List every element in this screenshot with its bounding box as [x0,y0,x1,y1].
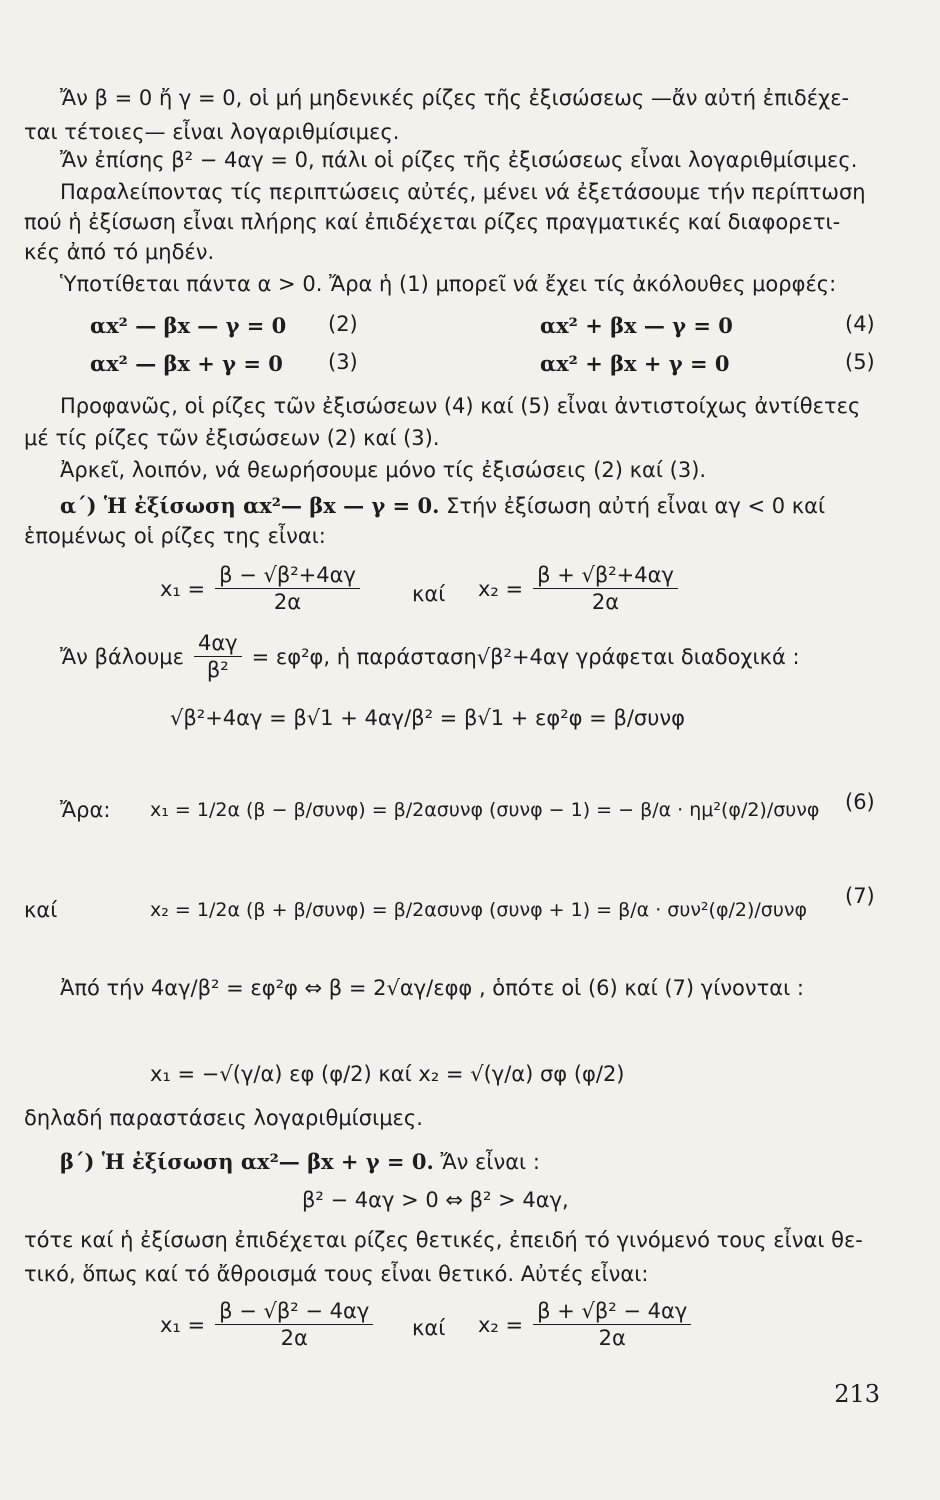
case-b-root1 [160,1298,377,1351]
case-a-from-line: Ἀπό τήν 4αγ/β² = εφ²φ ⇔ β = 2√αγ/εφφ , ὁπότε οἱ (6) καί (7) γίνονται : [60,976,804,1000]
case-a-root2 [478,562,682,615]
case-b-condition: β² − 4αγ > 0 ⇔ β² > 4αγ, [302,1188,569,1212]
case-b-kai: καί [412,1316,446,1340]
intro-line-2: ται τέτοιες— εἶναι λογαριθμίσιμες. [24,120,400,144]
case-b-root2-fraction [533,1298,691,1351]
case-a-put-numerator: 4αγ [194,630,242,657]
case-a-substitution [60,630,800,683]
case-a-root2-denominator: 2α [591,590,620,614]
intro-line-5: πού ἡ ἐξίσωση εἶναι πλήρης καί ἐπιδέχεται ρίζες πραγματικές καί διαφορετι- [24,210,841,234]
form-eq-5: αx² + βx + γ = 0 [540,351,730,376]
case-b-heading: β΄) Ἡ ἐξίσωση αx²— βx + γ = 0. [60,1149,434,1174]
case-a-root1-fraction [215,562,360,615]
case-b-x2-label: x₂ = [478,1312,524,1337]
case-a-chain: √β²+4αγ = β√1 + 4αγ/β² = β√1 + εφ²φ = β/συνφ [170,706,685,730]
case-b-root1-fraction [215,1298,373,1351]
case-b-x1-label: x₁ = [160,1312,206,1337]
case-a-put-fraction [194,630,242,683]
equation-6: x₁ = 1/2α (β − β/συνφ) = β/2ασυνφ (συνφ − 1) = − β/α · ημ²(φ/2)/συνφ [150,799,820,821]
form-eq-2: αx² — βx — γ = 0 [90,313,287,338]
case-a-log-line: δηλαδή παραστάσεις λογαριθμίσιμες. [24,1106,423,1130]
case-b-line-2: τικό, ὅπως καί τό ἄθροισμά τους εἶναι θετικό. Αὐτές εἶναι: [24,1262,649,1286]
form-eq-3: αx² — βx + γ = 0 [90,351,283,376]
form-num-2: (2) [328,312,358,336]
case-a-kai-2: καί [24,898,58,922]
form-num-3: (3) [328,350,358,374]
case-a-root1 [160,562,364,615]
case-a-put-label: Ἄν βάλουμε [60,644,184,669]
case-a-kai: καί [412,582,446,606]
intro-line-7: Ὑποτίθεται πάντα α > 0. Ἄρα ἡ (1) μπορεῖ νά ἔχει τίς ἀκόλουθες μορφές: [60,272,837,296]
intro-line-3: Ἄν ἐπίσης β² − 4αγ = 0, πάλι οἱ ρίζες τῆς ἐξισώσεως εἶναι λογαριθμίσιμες. [60,148,858,172]
intro-line-4: Παραλείποντας τίς περιπτώσεις αὐτές, μένει νά ἐξετάσουμε τήν περίπτωση [60,180,866,204]
case-a-final-roots: x₁ = −√(γ/α) εφ (φ/2) καί x₂ = √(γ/α) σφ (φ/2) [150,1062,625,1086]
case-a-put-rest: = εφ²φ, ἡ παράσταση√β²+4αγ γράφεται διαδοχικά : [251,644,800,669]
equation-7-number: (7) [845,884,875,908]
form-eq-4: αx² + βx — γ = 0 [540,313,733,338]
case-b-root1-denominator: 2α [280,1326,308,1350]
case-a-root2-fraction [533,562,678,615]
case-a-x1-label: x₁ = [160,576,206,601]
case-a-root1-denominator: 2α [273,590,302,614]
intro-line-1: Ἄν β = 0 ἤ γ = 0, οἱ μή μηδενικές ρίζες τῆς ἐξισώσεως —ἄν αὐτή ἐπιδέχε- [60,86,850,110]
case-b-root2 [478,1298,695,1351]
case-a-ara: Ἄρα: [60,798,111,822]
form-num-5: (5) [845,350,875,374]
case-b-heading-rest: Ἄν εἶναι : [440,1150,540,1174]
case-a-heading-line [60,492,825,520]
para2-line-1: Προφανῶς, οἱ ρίζες τῶν ἐξισώσεων (4) καί (5) εἶναι ἀντιστοίχως ἀντίθετες [60,394,861,418]
case-a-root1-numerator: β − √β²+4αγ [215,562,360,589]
equation-7: x₂ = 1/2α (β + β/συνφ) = β/2ασυνφ (συνφ + 1) = β/α · συν²(φ/2)/συνφ [150,899,807,921]
case-a-put-denominator: β² [206,658,229,682]
case-b-heading-line [60,1148,540,1176]
para2-line-2: μέ τίς ρίζες τῶν ἐξισώσεων (2) καί (3). [24,426,440,450]
case-b-line-1: τότε καί ἡ ἐξίσωση ἐπιδέχεται ρίζες θετικές, ἐπειδή τό γινόμενό τους εἶναι θε- [24,1228,863,1252]
case-a-root2-numerator: β + √β²+4αγ [533,562,678,589]
case-a-x2-label: x₂ = [478,576,524,601]
case-a-heading-rest: Στήν ἐξίσωση αὐτή εἶναι αγ < 0 καί [446,494,826,518]
case-a-line-2: ἑπομένως οἱ ρίζες της εἶναι: [24,524,326,548]
page-number: 213 [834,1380,880,1408]
case-b-root2-denominator: 2α [598,1326,626,1350]
equation-6-number: (6) [845,790,875,814]
case-b-root1-numerator: β − √β² − 4αγ [215,1298,373,1325]
case-b-root2-numerator: β + √β² − 4αγ [533,1298,691,1325]
para2-line-3: Ἀρκεῖ, λοιπόν, νά θεωρήσουμε μόνο τίς ἐξισώσεις (2) καί (3). [60,458,707,482]
intro-line-6: κές ἀπό τό μηδέν. [24,240,215,264]
form-num-4: (4) [845,312,875,336]
case-a-heading: α΄) Ἡ ἐξίσωση αx²— βx — γ = 0. [60,493,440,518]
